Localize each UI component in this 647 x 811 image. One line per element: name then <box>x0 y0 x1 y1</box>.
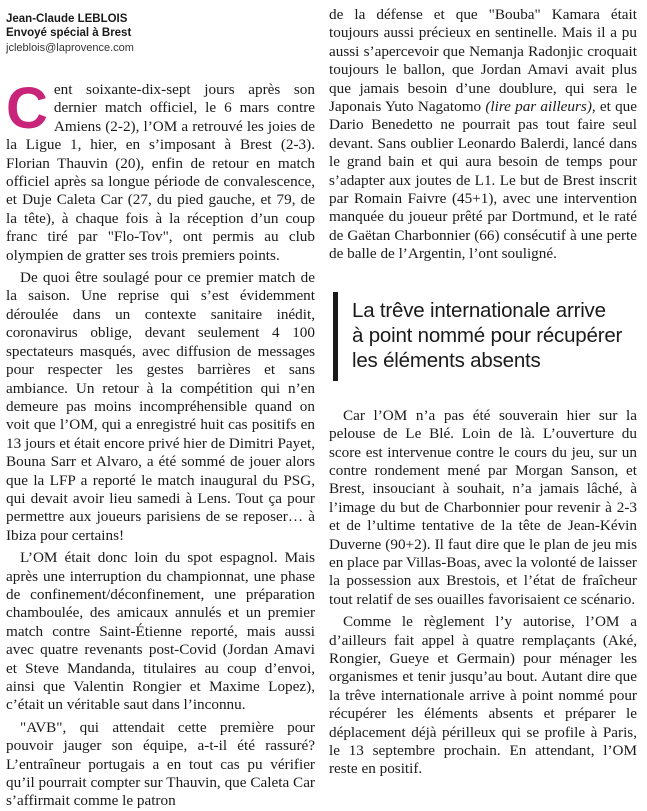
paragraph-2: De quoi être soulagé pour ce premier match de la saison. Une reprise qui s’est évidemment déroulée dans un contexte sanitaire inédit, coronavirus oblige, devant seulement 4 100 spectateurs masqués, avec diffusion de messages pour respecter les gestes barrières et sans ambiance. Un retour à la compétition qui n’en demeure pas moins incompréhensible quand on voit que l’OM, qui a enregistré huit cas positifs en 13 jours et était encore privé hier de Dimitri Payet, Bouna Sarr et Alvaro, a été sommé de jouer alors que la LFP a reporté le match inaugural du PSG, qui devait avoir lieu samedi à Lens. Tout ça pour permettre aux joueurs parisiens de se reposer… à Ibiza pour certains! <box>6 269 315 544</box>
cross-reference: (lire par ailleurs) <box>485 98 592 116</box>
author-email[interactable]: jcleblois@laprovence.com <box>6 42 134 54</box>
author-name: Jean-Claude LEBLOIS <box>6 13 128 25</box>
paragraph-3: L’OM était donc loin du spot espagnol. Mais après une interruption du championnat, une phase de confinement/déconfinement, une préparation chamboulée, des amicaux annulés et un premier match contre Saint-Étienne reporté, mais aussi avec quatre revenants post-Covid (Jordan Amavi et Steve Mandanda, titulaires au coup d’envoi, ainsi que Valentin Rongier et Maxime Lopez), c’était un véritable saut dans l’inconnu. <box>6 549 315 714</box>
paragraph-7: Comme le règlement l’y autorise, l’OM a d’ailleurs fait appel à quatre remplaçants (Aké, Rongier, Gueye et Germain) pour ménager les organismes et tenir jusqu’au bout. Autant dire que la trêve internationale arrive à point nommé pour récupérer les éléments absents et préparer le déplacement déjà périlleux qui se profile à Paris, le 13 septembre prochain. En attendant, l’OM reste en positif. <box>329 613 637 778</box>
paragraph-5: de la défense et que "Bouba" Kamara était toujours aussi précieux en sentinelle. Mais il a pu aussi s’apercevoir que Nemanja Radonjic croquait toujours le ballon, que Jordan Amavi avait plus que jamais besoin d’une doublure, qui sera le Japonais Yuto Nagatomo (lire par ailleurs), et que Dario Benedetto ne pourrait pas tout faire seul devant. Sans oublier Leonardo Balerdi, lancé dans le grand bain et qui aura besoin de temps pour s’adapter aux joutes de L1. Le but de Brest inscrit par Romain Faivre (45+1), avec une intervention manquée du joueur prêté par Dortmund, et le raté de Gaëtan Charbonnier (66) consécutif à une perte de balle de l’Argentin, l’ont souligné. <box>329 6 637 263</box>
lead-paragraph <box>6 76 315 265</box>
pull-quote <box>333 292 637 381</box>
pull-quote-line: La trêve internationale arrive <box>352 298 606 322</box>
lead-text: ent soixante-dix-sept jours après son dernier match officiel, le 6 mars contre Amiens (2-2), l’OM a retrouvé les joies de la Ligue 1, hier, en s’imposant à Brest (2-3). Florian Thauvin (20), enfin de retour en match officiel après sa longue période de convalescence, et Duje Caleta Car (27, du pied gauche, et 79, de la tête), à chaque fois à la réception d’un coup franc tiré par "Flo-Tov", ont permis au club olympien de gratter ses trois premiers points. <box>6 81 315 264</box>
author-role: Envoyé spécial à Brest <box>6 27 132 39</box>
dropcap: C <box>6 76 48 141</box>
right-column <box>329 0 637 805</box>
paragraph-6: Car l’OM n’a pas été souverain hier sur la pelouse de Le Blé. Loin de là. L’ouverture du score est intervenue contre le cours du jeu, sur un contre rondement mené par Morgan Sanson, et Brest, insouciant à souhait, n’a jamais lâché, à l’image du but de Charbonnier pour revenir à 2-3 et de l’ultime tentative de la tête de Jean-Kévin Duverne (90+2). Il faut dire que le plan de jeu mis en place par Villas-Boas, avec la volonté de laisser la possession aux Brestois, et l’état de fraîcheur tout relatif de ses ouailles favorisaient ce scénario. <box>329 406 637 608</box>
pull-quote-line: à point nommé pour récupérer <box>352 323 623 347</box>
paragraph-4: "AVB", qui attendait cette première pour pouvoir jauger son équipe, a-t-il été rassuré? L’entraîneur portugais a en tout cas pu vérifier qu’il pourrait compter sur Thauvin, que Caleta Car s’affirmait comme le patron <box>6 718 315 810</box>
byline <box>6 0 315 55</box>
left-column <box>6 0 315 810</box>
pull-quote-line: les éléments absents <box>352 348 541 372</box>
